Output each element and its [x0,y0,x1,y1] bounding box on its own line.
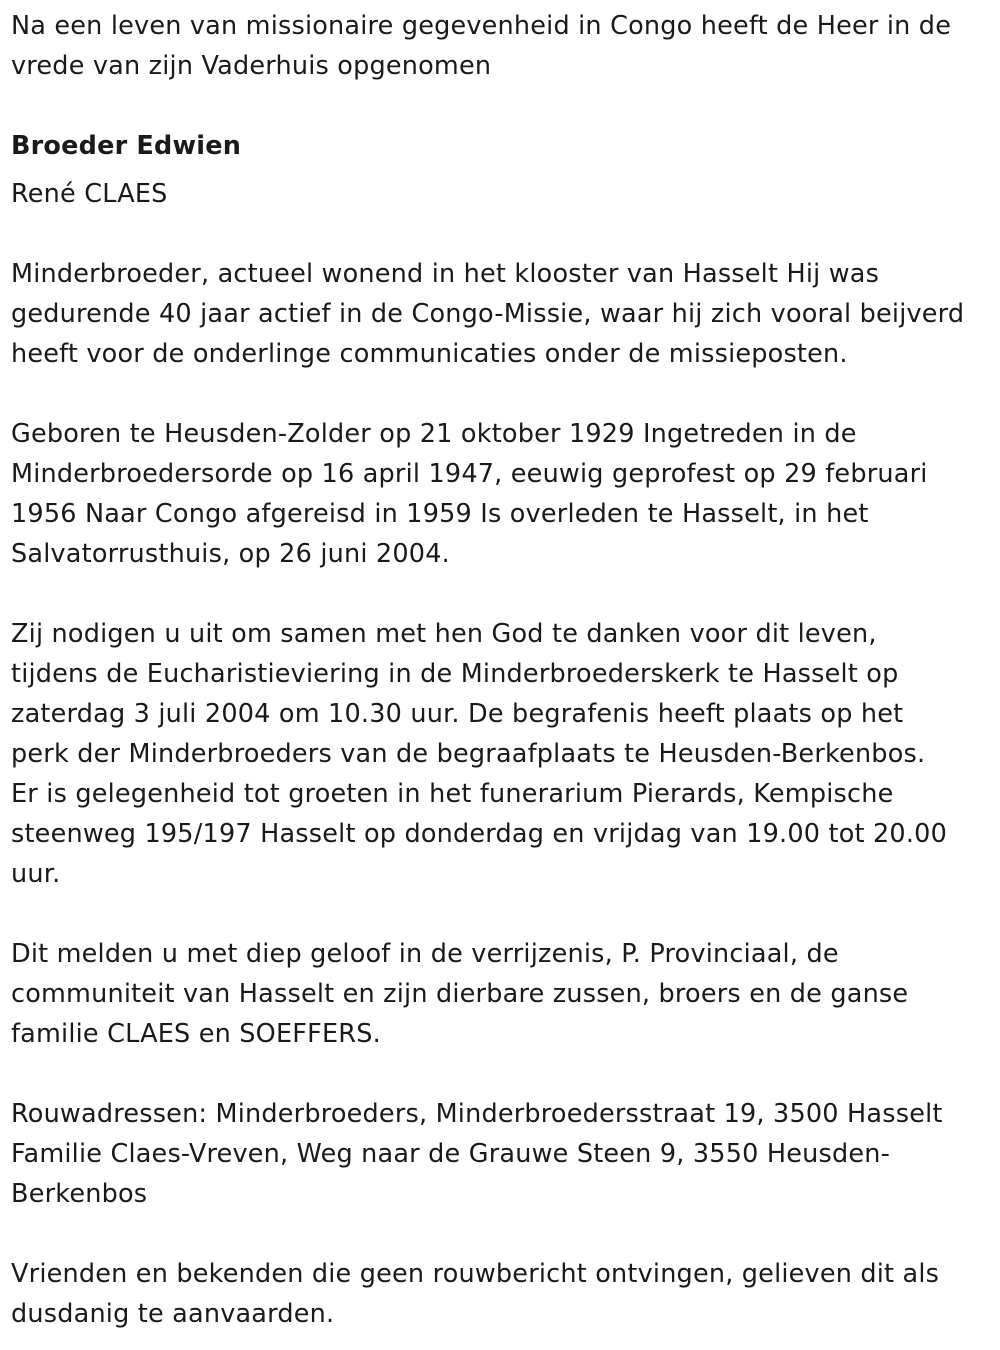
funeral-paragraph: Zij nodigen u uit om samen met hen God te danken voor dit leven, tijdens de Eucharistieviering in de Minderbroederskerk te Hasselt op zaterdag 3 juli 2004 om 10.30 uur. De begrafenis heeft plaats op het perk der Minderbroeders van de begraafplaats te Heusden-Berkenbos. Er is gelegenheid tot groeten in het funerarium Pierards, Kempische steenweg 195/197 Hasselt op donderdag en vrijdag van 19.00 tot 20.00 uur. [11,619,948,889]
spacer [11,86,996,126]
obituary-document [11,6,996,1334]
life-dates-paragraph: Geboren te Heusden-Zolder op 21 oktober 1929 Ingetreden in de Minderbroedersorde op 16 april 1947, eeuwig geprofest op 29 februari 1956 Naar Congo afgereisd in 1959 Is overleden te Hasselt, in het Salvatorrusthuis, op 26 juni 2004. [11,419,928,569]
spacer [11,574,996,614]
spacer [11,1214,996,1254]
addresses-paragraph: Rouwadressen: Minderbroeders, Minderbroedersstraat 19, 3500 Hasselt Familie Claes-Vreven, Weg naar de Grauwe Steen 9, 3550 Heusden- Berkenbos [11,1099,943,1209]
closing-paragraph: Vrienden en bekenden die geen rouwbericht ontvingen, gelieven dit als dusdanig te aanvaarden. [11,1259,940,1329]
spacer [11,374,996,414]
religious-name: Broeder Edwien [11,131,242,161]
biography-paragraph: Minderbroeder, actueel wonend in het klooster van Hasselt Hij was gedurende 40 jaar actief in de Congo-Missie, waar hij zich vooral beijverd heeft voor de onderlinge communicaties onder de missieposten. [11,259,965,369]
spacer [11,1054,996,1094]
announcement-paragraph: Dit melden u met diep geloof in de verrijzenis, P. Provinciaal, de communiteit van Hasselt en zijn dierbare zussen, broers en de ganse familie CLAES en SOEFFERS. [11,939,909,1049]
intro-paragraph: Na een leven van missionaire gegevenheid in Congo heeft de Heer in de vrede van zijn Vaderhuis opgenomen [11,11,952,81]
civil-name: René CLAES [11,179,168,209]
spacer [11,214,996,254]
spacer [11,894,996,934]
